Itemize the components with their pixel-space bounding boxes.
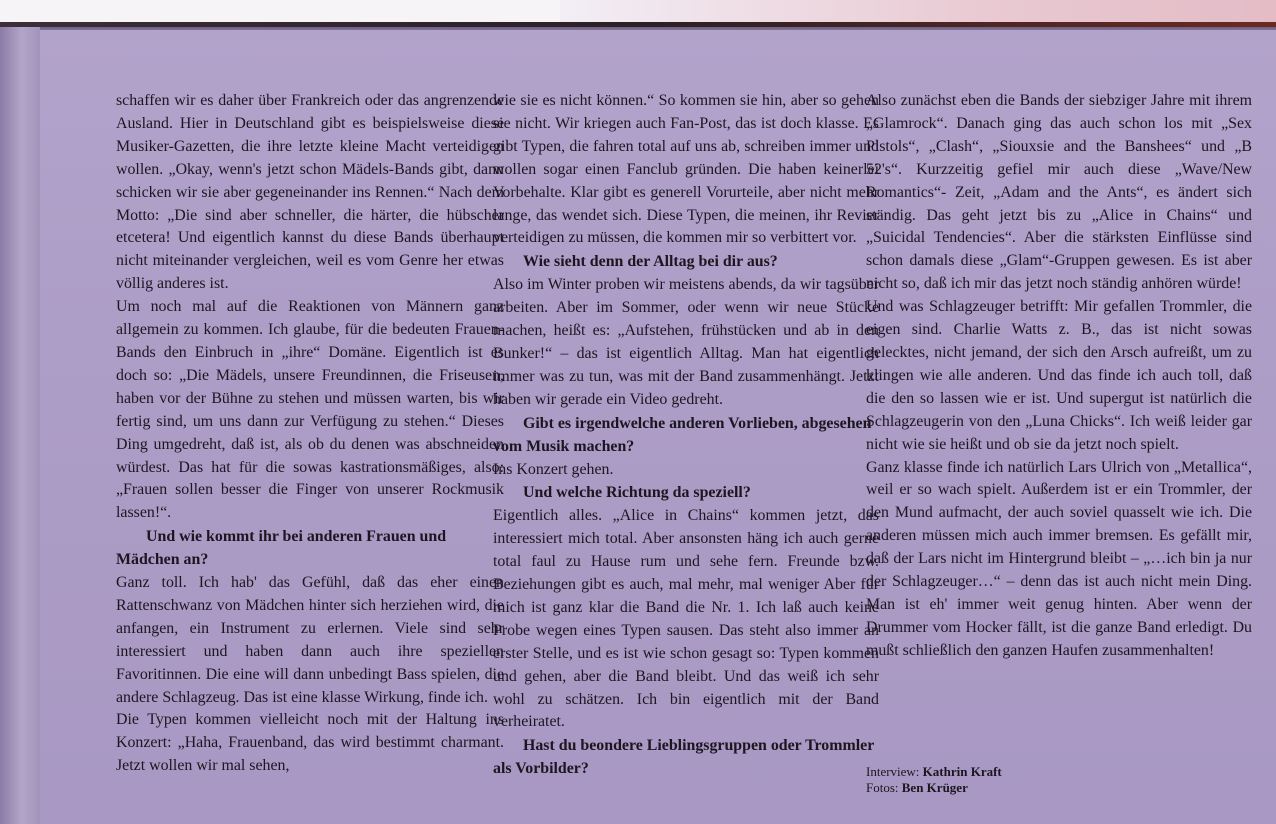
credit-photos bbox=[866, 780, 1002, 796]
paragraph: Also zunächst eben die Bands der siebziger Jahre mit ihrem „Glamrock“. Danach ging das auch schon los mit „Sex Pistols“, „Clash“, „Siouxsie and the Banshees“ und „B 52's“. Kurzzeitig gefiel mir auch diese „Wave/New Romantics“- Zeit, „Adam and the Ants“, es ändert sich ständig. Das geht jetzt bis zu „Alice in Chains“ und „Suicidal Tendencies“. Aber die stärksten Einflüsse sind schon damals diese „Glam“-Gruppen gewesen. Es ist aber nicht so, daß ich mir das jetzt noch ständig anhören würde! bbox=[866, 92, 1252, 293]
adjacent-page-edge bbox=[560, 0, 1276, 24]
paragraph: Ins Konzert gehen. bbox=[493, 460, 614, 478]
paragraph: Die Typen kommen vielleicht noch mit der Haltung ins Konzert: „Haha, Frauenband, das wird bestimmt charmant. Jetzt wollen wir mal sehen, bbox=[116, 711, 504, 775]
text-column-2 bbox=[493, 90, 879, 781]
paragraph: Ganz klasse finde ich natürlich Lars Ulrich von „Metallica“, weil er so wach spielt. Außerdem ist er ein Trommler, der den Mund aufmacht, der auch soviel quasselt wie ich. Die anderen müssen mich auch immer bremsen. Es gefällt mir, daß der Lars nicht im Hintergrund bleibt – „…ich bin ja nur der Schlagzeuger…“ – denn das ist auch nicht mein Ding. Man ist eh' immer weit genug hinten. Aber wenn der Drummer vom Hocker fällt, ist die ganze Band erledigt. Du mußt schließlich den ganzen Haufen zusammenhalten! bbox=[866, 458, 1252, 659]
interview-question: Gibt es irgendwelche anderen Vorlieben, abgesehen vom Musik machen? bbox=[493, 414, 872, 455]
page-fold bbox=[0, 27, 40, 824]
credits bbox=[866, 764, 1002, 796]
text-column-1 bbox=[116, 90, 504, 778]
credit-interview-label: Interview: bbox=[866, 764, 920, 779]
credit-interview-name: Kathrin Kraft bbox=[922, 764, 1002, 779]
paragraph: Eigentlich alles. „Alice in Chains“ kommen jetzt, das interessiert mich total. Aber ansonsten häng ich auch gerne total faul zu Hause rum und sehe fern. Freunde bzw. Beziehungen gibt es auch, mal mehr, mal weniger Aber für mich ist ganz klar die Band die Nr. 1. Ich laß auch keine Probe wegen eines Typen sausen. Das steht also immer an erster Stelle, und es ist wie schon gesagt so: Typen kommen und gehen, aber die Band bleibt. Und das weiß ich sehr wohl zu schätzen. Ich bin eigentlich mit der Band verheiratet. bbox=[493, 507, 879, 731]
interview-question: Wie sieht denn der Alltag bei dir aus? bbox=[523, 253, 778, 271]
credit-photos-label: Fotos: bbox=[866, 780, 899, 795]
credit-interview bbox=[866, 764, 1002, 780]
interview-question: Hast du beondere Lieblingsgruppen oder Trommler als Vorbilder? bbox=[493, 737, 874, 778]
paragraph: schaffen wir es daher über Frankreich oder das angrenzende Ausland. Hier in Deutschland gibt es beispielsweise diese Musiker-Gazetten, die ihre letzte kleine Macht verteidigen wollen. „Okay, wenn's jetzt schon Mädels-Bands gibt, dann schicken wir sie aber gegeneinander ins Rennen.“ Nach dem Motto: „Die sind aber schneller, die härter, die hübscher etcetera! Und eigentlich kannst du diese Bands überhaupt nicht miteinander vergleichen, weil es vom Genre her etwas völlig anderes ist. bbox=[116, 92, 504, 293]
interview-question: Und wie kommt ihr bei anderen Frauen und Mädchen an? bbox=[116, 528, 447, 569]
text-column-3 bbox=[866, 90, 1252, 663]
paragraph: Und was Schlagzeuger betrifft: Mir gefallen Trommler, die eigen sind. Charlie Watts z. B., das ist nicht sowas gelecktes, nicht jemand, der sich den Arsch aufreißt, um zu klingen wie alle anderen. Und das finde ich auch toll, daß die den so lassen wie er ist. Und supergut ist natürlich die Schlagzeugerin von den „Luna Chicks“. Ich weiß leider gar nicht wie sie heißt und ob sie da jetzt noch spielt. bbox=[866, 298, 1252, 453]
paragraph: Um noch mal auf die Reaktionen von Männern ganz allgemein zu kommen. Ich glaube, für die bedeuten Frauen-Bands den Einbruch in „ihre“ Domäne. Eigentlich ist es doch so: „Die Mädels, unsere Freundinnen, die Friseusen, haben vor der Bühne zu stehen und müssen warten, bis wir fertig sind, um uns dann zur Verfügung zu stehen.“ Dieses Ding umgedreht, daß ist, als ob du denen was abschneiden würdest. Das hat für die sowas kastrationsmäßiges, also: „Frauen sollen besser die Finger von unserer Rockmusik lassen!“. bbox=[116, 298, 504, 522]
paragraph: wie sie es nicht können.“ So kommen sie hin, aber so gehen sie nicht. Wir kriegen auch Fan-Post, das ist doch klasse. Es gibt Typen, die fahren total auf uns ab, schreiben immer und wollen sogar einen Fanclub gründen. Die haben keinerlei Vorbehalte. Klar gibt es generell Vorurteile, aber nicht mehr lange, das wendet sich. Diese Typen, die meinen, ihr Revier verteidigen zu müssen, die kommen mir so verbittert vor. bbox=[493, 92, 879, 247]
credit-photos-name: Ben Krüger bbox=[901, 780, 968, 795]
magazine-page bbox=[40, 30, 1276, 824]
paragraph: Also im Winter proben wir meistens abends, da wir tagsüber arbeiten. Aber im Sommer, oder wenn wir neue Stücke machen, heißt es: „Aufstehen, frühstücken und ab in den Bunker!“ – das ist eigentlich Alltag. Man hat eigentlich immer was zu tun, was mit der Band zusammenhängt. Jetzt haben wir gerade ein Video gedreht. bbox=[493, 276, 879, 408]
paragraph: Ganz toll. Ich hab' das Gefühl, daß das eher einen Rattenschwanz von Mädchen hinter sich herziehen wird, die anfangen, ein Instrument zu erlernen. Viele sind sehr interessiert und haben dann auch ihre speziellen Favoritinnen. Die eine will dann unbedingt Bass spielen, die andere Schlagzeug. Das ist eine klasse Wirkung, finde ich. bbox=[116, 574, 504, 706]
interview-question: Und welche Richtung da speziell? bbox=[523, 484, 751, 502]
